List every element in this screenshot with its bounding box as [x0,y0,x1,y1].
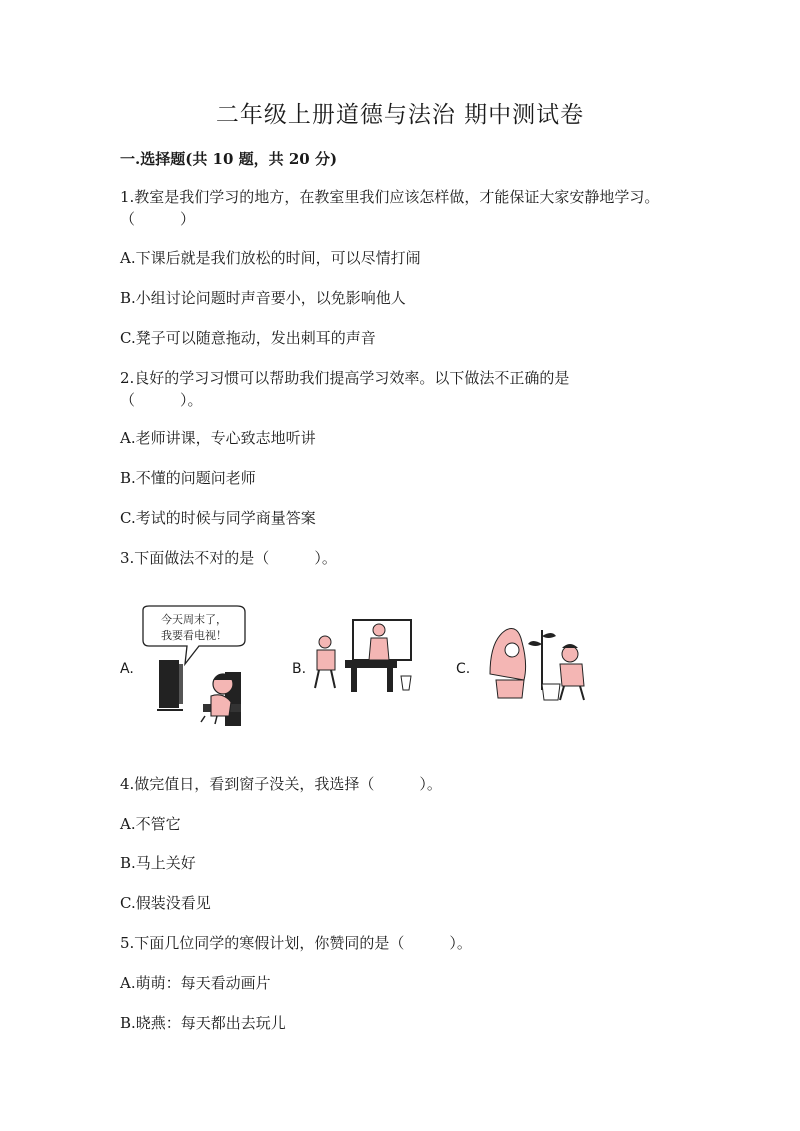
cleaning-illustration [305,618,415,696]
question-4-option-b: B.马上关好 [120,854,196,872]
child-head-icon [319,636,331,648]
question-3-stem: 3.下面做法不对的是（ ）。 [120,549,337,567]
question-4-option-a: A.不管它 [120,815,181,833]
planting-illustration [488,620,596,704]
speech-bubble-line2: 我要看电视！ [161,629,227,642]
tv-watching-illustration [135,604,250,729]
question-2-option-b: B.不懂的问题问老师 [120,469,256,487]
question-2-option-a: A.老师讲课，专心致志地听讲 [120,429,316,447]
question-5-option-a: A.萌萌：每天看动画片 [120,974,271,992]
question-3-label-a: A. [120,661,134,677]
question-1-option-c: C.凳子可以随意拖动，发出刺耳的声音 [120,329,376,347]
question-3-label-c: C. [456,661,471,677]
question-5-option-b: B.晓燕：每天都出去玩儿 [120,1014,286,1032]
question-4-option-c: C.假装没看见 [120,894,211,912]
tv-icon [159,660,179,708]
speech-bubble-line1: 今天周末了， [161,613,227,626]
question-1-stem: 1.教室是我们学习的地方，在教室里我们应该怎样做，才能保证大家安静地学习。（ ） [120,188,660,228]
question-1-option-b: B.小组讨论问题时声音要小，以免影响他人 [120,289,406,307]
watering-can-icon [542,684,560,700]
section-heading: 一.选择题(共 10 题，共 20 分) [120,150,338,168]
question-4-stem: 4.做完值日，看到窗子没关，我选择（ ）。 [120,775,442,793]
question-1-option-a: A.下课后就是我们放松的时间，可以尽情打闹 [120,249,421,267]
page-title: 二年级上册道德与法治 期中测试卷 [215,102,585,128]
question-2-stem: 2.良好的学习习惯可以帮助我们提高学习效率。以下做法不正确的是（ ）。 [120,369,570,409]
child-head-icon [562,646,578,662]
desk-icon [345,660,397,668]
question-2-option-c: C.考试的时候与同学商量答案 [120,509,316,527]
question-3-label-b: B. [292,661,307,677]
question-5-stem: 5.下面几位同学的寒假计划，你赞同的是（ ）。 [120,934,472,952]
